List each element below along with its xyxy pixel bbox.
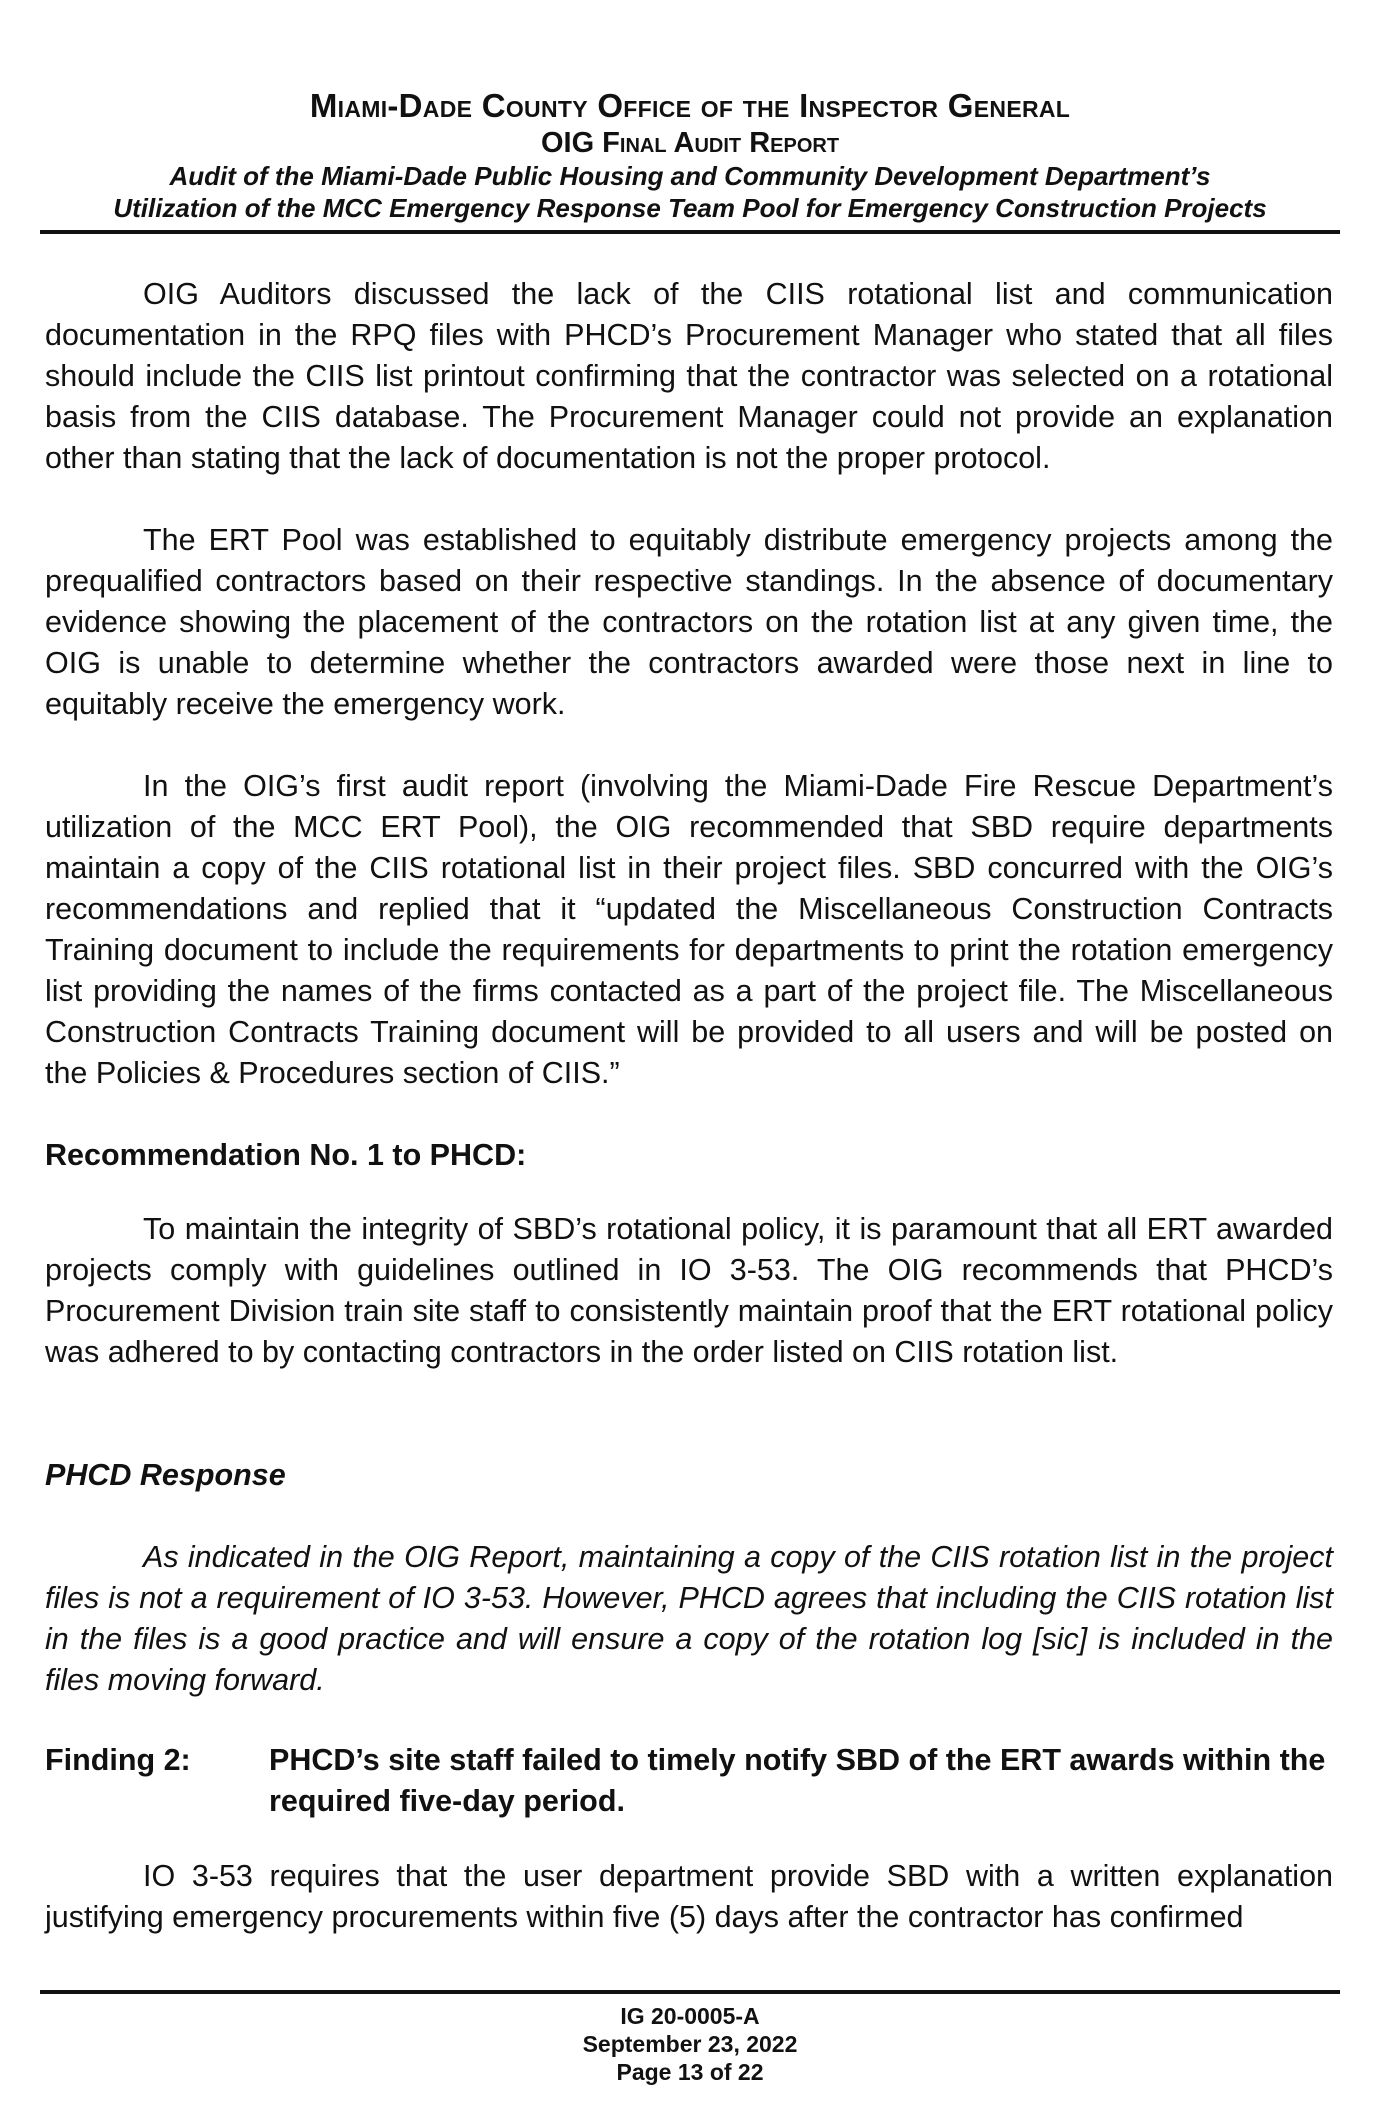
report-footer xyxy=(40,2002,1340,2086)
recommendation-heading: Recommendation No. 1 to PHCD: xyxy=(45,1138,527,1172)
report-subtitle-line-2: Utilization of the MCC Emergency Response Team Pool for Emergency Construction Projects xyxy=(113,193,1267,223)
paragraph-first-audit-report: In the OIG’s first audit report (involving the Miami-Dade Fire Rescue Department’s utilization of the MCC ERT Pool), the OIG recommended that SBD require departments maintain a copy of the CIIS rotational list in their project files. SBD concurred with the OIG’s recommendations and replied that it “updated the Miscellaneous Construction Contracts Training document to include the requirements for departments to print the rotation emergency list providing the names of the firms contacted as a part of the project file. The Miscellaneous Construction Contracts Training document will be provided to all users and will be posted on the Policies & Procedures section of CIIS.” xyxy=(45,769,1333,1090)
paragraph-io-3-53: IO 3-53 requires that the user department provide SBD with a written explanation justifying emergency procurements within five (5) days after the contractor has confirmed xyxy=(45,1859,1333,1934)
document-body xyxy=(45,0,1333,1990)
paragraph-recommendation: To maintain the integrity of SBD’s rotational policy, it is paramount that all ERT awarded projects comply with guidelines outlined in IO 3-53. The OIG recommends that PHCD’s Procurement Division train site staff to consistently maintain proof that the ERT rotational policy was adhered to by contacting contractors in the order listed on CIIS rotation list. xyxy=(45,1212,1333,1369)
report-subtitle-line-1: Audit of the Miami-Dade Public Housing and Community Development Department’s xyxy=(169,161,1211,191)
organization-title: Miami-Dade County Office of the Inspector General xyxy=(309,87,1071,124)
finding-label: Finding 2: xyxy=(45,1743,191,1777)
paragraph-phcd-response: As indicated in the OIG Report, maintaining a copy of the CIIS rotation list in the project files is not a requirement of IO 3-53. However, PHCD agrees that including the CIIS rotation list in the files is a good practice and will ensure a copy of the rotation log [sic] is included in the files moving forward. xyxy=(45,1540,1333,1697)
report-number: IG 20-0005-A xyxy=(620,2003,760,2029)
finding-text: PHCD’s site staff failed to timely notify SBD of the ERT awards within the required five-day period. xyxy=(269,1743,1326,1818)
paragraph-oig-auditors: OIG Auditors discussed the lack of the CIIS rotational list and communication documentation in the RPQ files with PHCD’s Procurement Manager who stated that all files should include the CIIS list printout confirming that the contractor was selected on a rotational basis from the CIIS database. The Procurement Manager could not provide an explanation other than stating that the lack of documentation is not the proper protocol. xyxy=(45,277,1333,475)
report-date: September 23, 2022 xyxy=(582,2031,798,2057)
paragraph-ert-pool: The ERT Pool was established to equitably distribute emergency projects among the prequalified contractors based on their respective standings. In the absence of documentary evidence showing the placement of the contractors on the rotation list at any given time, the OIG is unable to determine whether the contractors awarded were those next in line to equitably receive the emergency work. xyxy=(45,523,1333,721)
report-type-title: OIG Final Audit Report xyxy=(540,127,840,159)
response-heading: PHCD Response xyxy=(45,1458,286,1492)
footer-divider xyxy=(40,1990,1340,1994)
finding-2 xyxy=(45,1740,1333,1822)
page-number: Page 13 of 22 xyxy=(616,2059,764,2085)
